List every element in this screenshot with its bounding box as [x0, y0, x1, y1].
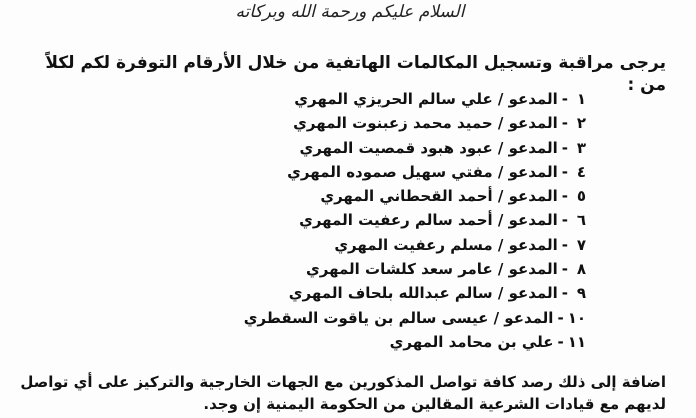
intro-text: يرجى مراقبة وتسجيل المكالمات الهاتفية من خلال الأرقام التوفرة لكم لكلاً من :	[45, 53, 666, 95]
item-number: ٩	[576, 284, 586, 303]
item-text: المدعو / أحمد القحطاني المهري	[320, 187, 558, 206]
footer-line-1: اضافة إلى ذلك رصد كافة تواصل المذكورين مع الجهات الخارجية والتركيز على أي تواصل	[20, 373, 666, 391]
list-item	[186, 111, 586, 135]
item-separator: -	[561, 235, 568, 254]
item-separator: -	[561, 187, 568, 206]
item-text: المدعو / مسلم رعفيت المهري	[334, 235, 558, 254]
list-item	[186, 136, 586, 160]
item-separator: -	[561, 260, 568, 279]
footer-paragraph	[20, 371, 666, 415]
list-item	[186, 330, 586, 354]
item-text: المدعو / سالم عبدالله بلحاف المهري	[288, 284, 558, 303]
list-item	[186, 160, 586, 184]
item-number: ٥	[576, 187, 586, 206]
item-separator: -	[561, 138, 568, 157]
list-item	[186, 281, 586, 305]
item-number: ٣	[576, 138, 586, 157]
item-text: المدعو / مفتي سهيل صموده المهري	[287, 162, 558, 181]
item-text: المدعو / عبود هبود قمصيت المهري	[299, 138, 558, 157]
list-item	[186, 208, 586, 232]
salutation-handwritten: السلام عليكم ورحمة الله وبركاته	[235, 2, 465, 22]
item-separator: -	[561, 284, 568, 303]
item-separator: -	[557, 308, 564, 327]
names-list	[186, 87, 586, 354]
list-item	[186, 257, 586, 281]
item-text: المدعو / علي سالم الحريزي المهري	[294, 90, 558, 108]
item-separator: -	[561, 90, 568, 108]
item-separator: -	[557, 332, 564, 351]
item-text: علي بن محامد المهري	[389, 332, 554, 351]
item-separator: -	[561, 211, 568, 230]
footer-line-2: لديهم مع قيادات الشرعية المقالين من الحكومة اليمنية إن وجد.	[203, 395, 666, 413]
item-number: ١	[576, 90, 586, 108]
item-number: ١٠	[567, 308, 586, 327]
item-text: المدعو / عيسى سالم بن ياقوت السقطري	[243, 308, 554, 327]
item-number: ٢	[576, 114, 586, 133]
item-text: المدعو / عامر سعد كلشات المهري	[306, 260, 558, 279]
item-number: ٦	[576, 211, 586, 230]
list-item	[186, 233, 586, 257]
item-number: ٨	[576, 260, 586, 279]
item-number: ٤	[576, 162, 586, 181]
item-number: ١١	[567, 332, 586, 351]
item-text: المدعو / أحمد سالم رعفيت المهري	[299, 211, 558, 230]
list-item	[186, 184, 586, 208]
list-item	[186, 306, 586, 330]
list-item	[186, 87, 586, 111]
item-text: المدعو / حميد محمد زعبنوت المهري	[293, 114, 558, 133]
item-number: ٧	[576, 235, 586, 254]
item-separator: -	[561, 114, 568, 133]
item-separator: -	[561, 162, 568, 181]
